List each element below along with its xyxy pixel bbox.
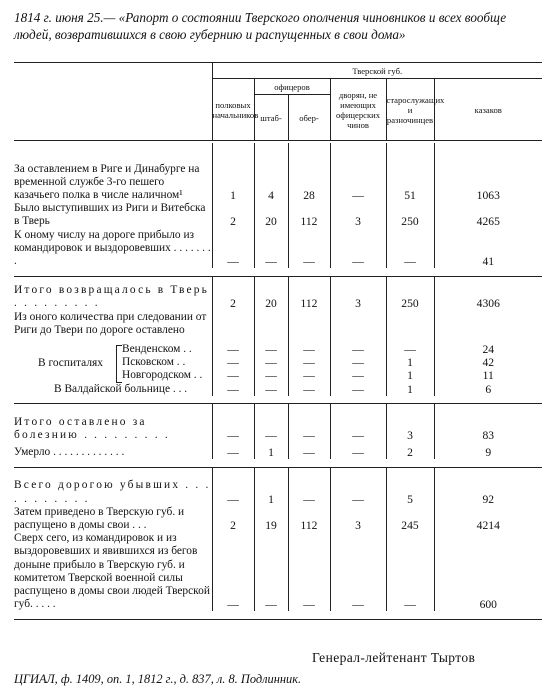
cell: — — [254, 356, 288, 369]
cell: — — [330, 416, 386, 442]
cell: 112 — [288, 284, 330, 310]
heading-title: «Рапорт о состоянии Тверского ополчения чиновников и всех вообще людей, возвратившихся в свою губернию и распущенных в свои дома» — [14, 10, 507, 42]
cell: 1063 — [434, 163, 542, 203]
cell: — — [288, 383, 330, 396]
cell: — — [254, 532, 288, 611]
cell: 112 — [288, 506, 330, 532]
cell: 3 — [330, 506, 386, 532]
cell: — — [254, 416, 288, 442]
row-label: Затем приведено в Тверскую губ. и распущено в домы свои . . . — [14, 505, 185, 531]
cell: — — [212, 356, 254, 369]
cell: 2 — [386, 446, 434, 459]
report-table — [14, 62, 542, 620]
cell — [212, 311, 254, 337]
cell: — — [212, 229, 254, 269]
cell: — — [212, 369, 254, 382]
cell: — — [288, 416, 330, 442]
hospital-name: Новгородском . . — [122, 369, 203, 382]
cell: — — [288, 369, 330, 382]
header-blank — [14, 63, 212, 141]
cell: — — [330, 356, 386, 369]
table-row — [14, 202, 542, 228]
cell: — — [330, 383, 386, 396]
row-label: За оставлением в Риге и Динабурге на временной службе 3-го пешего казачьего полка в числе наличном¹ — [14, 162, 200, 201]
cell: 4 — [254, 163, 288, 203]
cell — [254, 311, 288, 337]
cell: — — [386, 532, 434, 611]
cell: 4214 — [434, 506, 542, 532]
cell: — — [288, 532, 330, 611]
cell: 3 — [386, 416, 434, 442]
cell: — — [330, 163, 386, 203]
table-row — [14, 343, 542, 356]
cell: 3 — [330, 284, 386, 310]
table-row — [14, 311, 542, 337]
cell: — — [212, 416, 254, 442]
cell: — — [212, 532, 254, 611]
cell: — — [212, 343, 254, 356]
cell — [386, 311, 434, 337]
col-header-old-servicemen: старослужащих и разночинцев — [386, 79, 434, 141]
hospital-name: Псковском . . — [122, 356, 186, 369]
cell: 11 — [434, 369, 542, 382]
cell: 51 — [386, 163, 434, 203]
cell: — — [254, 229, 288, 269]
cell: 41 — [434, 229, 542, 269]
cell: 83 — [434, 416, 542, 442]
cell: 1 — [386, 369, 434, 382]
col-header-ober: обер- — [288, 95, 330, 141]
table-row — [14, 284, 542, 310]
col-header-regiment-commanders: полковых начальников — [212, 79, 254, 141]
col-header-cossacks: казаков — [434, 79, 542, 141]
cell — [330, 311, 386, 337]
cell: — — [330, 479, 386, 505]
hospital-name: Венденском . . — [122, 342, 192, 355]
cell: — — [254, 383, 288, 396]
cell: 600 — [434, 532, 542, 611]
heading-dash: — — [103, 10, 119, 25]
cell: — — [288, 343, 330, 356]
cell: 1 — [254, 479, 288, 505]
cell: 20 — [254, 202, 288, 228]
cell: — — [212, 383, 254, 396]
cell: 2 — [212, 284, 254, 310]
table-row — [14, 163, 542, 203]
table-row — [14, 479, 542, 505]
cell: — — [288, 479, 330, 505]
officers-header: офицеров — [254, 79, 330, 95]
cell — [434, 311, 542, 337]
cell: — — [330, 369, 386, 382]
cell: — — [330, 446, 386, 459]
cell: 9 — [434, 446, 542, 459]
row-label: Было выступивших из Риги и Витебска в Тверь — [14, 202, 206, 228]
cell: — — [288, 229, 330, 269]
col-header-staff: штаб- — [254, 95, 288, 141]
cell: — — [386, 229, 434, 269]
row-label: В Валдайской больнице . . . — [54, 382, 188, 395]
group-header: Тверской губ. — [212, 63, 542, 79]
cell: 2 — [212, 202, 254, 228]
cell: 92 — [434, 479, 542, 505]
heading-date: 1814 г. июня 25. — [14, 10, 104, 25]
table-row — [14, 506, 542, 532]
cell: 24 — [434, 343, 542, 356]
cell: — — [212, 446, 254, 459]
cell: — — [212, 479, 254, 505]
cell: 1 — [254, 446, 288, 459]
cell — [288, 311, 330, 337]
cell: 1 — [212, 163, 254, 203]
row-label: Итого оставлено за болезнию . . . . . . . . . — [14, 415, 170, 441]
row-label: Сверх сего, из командировок и из выздоровевших и явившихся из бегов доныне прибыло в Тверскую губ. и комитетом Тверской военной силы распущено в домы свои людей Тверской губ. . . . . — [14, 532, 210, 611]
cell: — — [254, 343, 288, 356]
cell: — — [330, 229, 386, 269]
col-header-nobles: дворян, не имеющих офицерских чинов — [330, 79, 386, 141]
cell: — — [288, 446, 330, 459]
signature: Генерал-лейтенант Тыртов — [312, 650, 476, 665]
cell: 1 — [386, 356, 434, 369]
cell: — — [330, 343, 386, 356]
row-label: К оному числу на дороге прибыло из командировок и выздоровевших . . . . . . . . — [14, 228, 211, 267]
cell: 19 — [254, 506, 288, 532]
table-row — [14, 383, 542, 396]
cell: 245 — [386, 506, 434, 532]
cell: 250 — [386, 284, 434, 310]
cell: 6 — [434, 383, 542, 396]
row-label: Всего дорогою убывших . . . . . . . . . . . — [14, 479, 211, 505]
cell: 3 — [330, 202, 386, 228]
cell: 5 — [386, 479, 434, 505]
cell: 112 — [288, 202, 330, 228]
table-row — [14, 229, 542, 269]
row-label: Из оного количества при следовании от Риги до Твери по дороге оставлено — [14, 310, 207, 336]
hospitals-cell — [14, 343, 212, 383]
table-row — [14, 416, 542, 442]
document-heading — [14, 10, 542, 43]
cell: 2 — [212, 506, 254, 532]
cell: 1 — [386, 383, 434, 396]
hospitals-label: В госпиталях — [38, 356, 103, 369]
cell: 20 — [254, 284, 288, 310]
cell: — — [386, 343, 434, 356]
row-label: Итого возвращалось в Тверь . . . . . . . . . — [14, 284, 210, 310]
cell: — — [254, 369, 288, 382]
archive-source: ЦГИАЛ, ф. 1409, оп. 1, 1812 г., д. 837, л. 8. Подлинник. — [14, 672, 302, 686]
cell: 42 — [434, 356, 542, 369]
cell: 250 — [386, 202, 434, 228]
table-row — [14, 532, 542, 611]
row-label: Умерло . . . . . . . . . . . . . — [14, 446, 125, 459]
table-row — [14, 446, 542, 459]
cell: — — [288, 356, 330, 369]
cell: 28 — [288, 163, 330, 203]
cell: 4306 — [434, 284, 542, 310]
cell: — — [330, 532, 386, 611]
cell: 4265 — [434, 202, 542, 228]
